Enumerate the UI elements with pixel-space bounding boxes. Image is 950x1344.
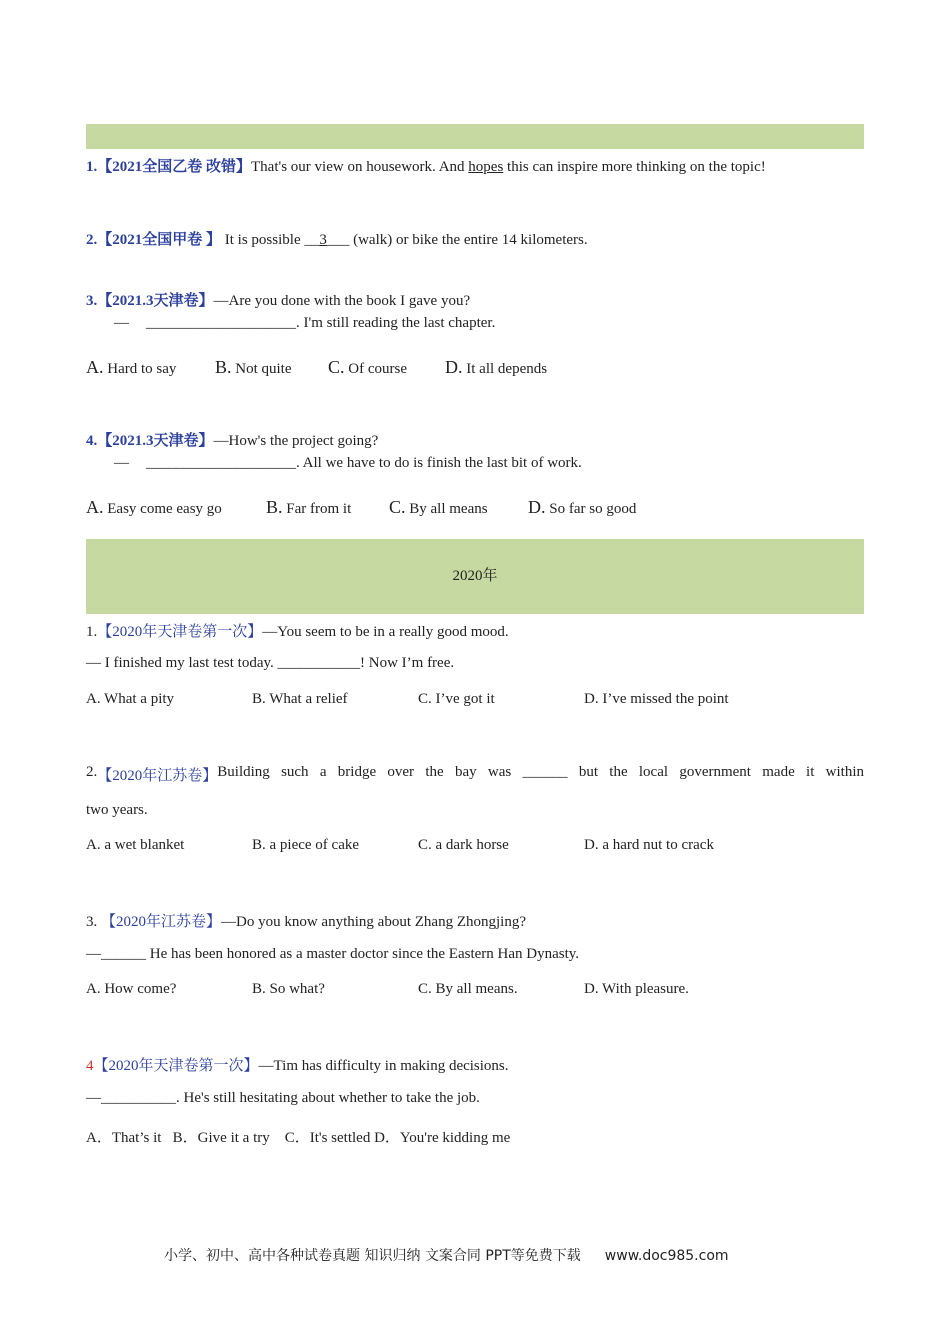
- question-tag: 【2020年天津卷第一次】: [97, 624, 263, 640]
- options-row: [86, 837, 714, 854]
- question-text-line-1: Building such a bridge over the bay was ______ but the local government made it within: [217, 764, 864, 780]
- question-tag: 【2021.3天津卷】: [97, 293, 214, 309]
- answer-number: 3: [319, 232, 327, 248]
- question-text: It is possible: [221, 232, 305, 248]
- options-row: [86, 691, 729, 708]
- option-b: B. Far from it: [266, 497, 352, 517]
- option-d: D. a hard nut to crack: [584, 837, 714, 853]
- options-row: [86, 357, 547, 378]
- question-number: 2.: [86, 232, 98, 248]
- option-c: C. By all means.: [418, 981, 518, 997]
- question-2020-3: [86, 910, 526, 931]
- question-number: 3.: [86, 293, 98, 309]
- question-tag: 【2021全国乙卷 改错】: [97, 159, 252, 175]
- question-tag: 【2020年江苏卷】: [97, 768, 218, 784]
- question-2021-3: [86, 289, 470, 310]
- question-number: 4: [86, 1058, 94, 1074]
- dialogue-line-2: ____________________. All we have to do is finish the last bit of work.: [146, 455, 582, 471]
- question-text: That's our view on housework. And: [251, 159, 469, 175]
- question-text-rest: (walk) or bike the entire 14 kilometers.: [349, 232, 588, 248]
- option-b: B. Not quite: [215, 357, 292, 377]
- dialogue-line-2: ____________________. I'm still reading the last chapter.: [146, 315, 496, 331]
- question-2020-2: [86, 764, 864, 785]
- blank-left: __: [304, 232, 320, 248]
- dialogue-dash: —: [114, 315, 129, 331]
- dialogue-line-1: —Do you know anything about Zhang Zhongjing?: [221, 914, 526, 930]
- dialogue-dash: —: [114, 455, 129, 471]
- question-2021-4: [86, 429, 378, 450]
- option-c: C. a dark horse: [418, 837, 509, 853]
- footer-text: 小学、初中、高中各种试卷真题 知识归纳 文案合同 PPT等免费下载: [164, 1248, 581, 1264]
- option-d: D. It all depends: [445, 357, 548, 377]
- section-heading-band: [86, 539, 864, 614]
- question-text-line-2: two years.: [86, 802, 148, 818]
- question-tag: 【2020年江苏卷】: [101, 914, 222, 930]
- option-a: A. How come?: [86, 981, 177, 997]
- option-a: A. What a pity: [86, 691, 175, 707]
- option-a: A. a wet blanket: [86, 837, 185, 853]
- footer: [164, 1245, 729, 1265]
- option-a: A. Easy come easy go: [86, 497, 222, 517]
- question-number: 1.: [86, 624, 98, 640]
- option-b: B. So what?: [252, 981, 325, 997]
- dialogue-line-2: —__________. He's still hesitating about whether to take the job.: [86, 1090, 480, 1106]
- option-d: D. With pleasure.: [584, 981, 689, 997]
- question-number: 4.: [86, 433, 98, 449]
- question-tag: 【2021全国甲卷 】: [97, 232, 222, 248]
- option-b: B. What a relief: [252, 691, 348, 707]
- question-2021-2: [86, 228, 588, 249]
- dialogue-line-1: —You seem to be in a really good mood.: [262, 624, 509, 640]
- question-tag: 【2021.3天津卷】: [97, 433, 214, 449]
- dialogue-line-2: — I finished my last test today. ___________! Now I’m free.: [86, 655, 455, 671]
- question-tag: 【2020年天津卷第一次】: [93, 1058, 259, 1074]
- question-2021-1: [86, 155, 766, 176]
- dialogue-line-2: —______ He has been honored as a master doctor since the Eastern Han Dynasty.: [86, 946, 580, 962]
- question-text-rest: this can inspire more thinking on the topic!: [503, 159, 766, 175]
- dialogue-line-1: —How's the project going?: [213, 433, 379, 449]
- dialogue-line-1: —Are you done with the book I gave you?: [213, 293, 471, 309]
- question-number: 1.: [86, 159, 98, 175]
- options-row: A．That’s it B．Give it a try C．It's settled D．You're kidding me: [86, 1130, 511, 1146]
- option-c: C. I’ve got it: [418, 691, 495, 707]
- option-a: A. Hard to say: [86, 357, 177, 377]
- option-c: C. By all means: [389, 497, 488, 517]
- options-row: [86, 497, 636, 518]
- question-number: 3.: [86, 914, 98, 930]
- footer-url: www.doc985.com: [604, 1248, 729, 1264]
- option-b: B. a piece of cake: [252, 837, 360, 853]
- dialogue-line-1: —Tim has difficulty in making decisions.: [258, 1058, 509, 1074]
- underlined-word: hopes: [468, 159, 504, 175]
- options-row: [86, 981, 689, 998]
- option-d: D. So far so good: [528, 497, 637, 517]
- blank-right: ___: [326, 232, 350, 248]
- section-heading: 2020年: [452, 568, 498, 584]
- question-2020-4: [86, 1054, 509, 1075]
- option-d: D. I’ve missed the point: [584, 691, 729, 707]
- question-number: 2.: [86, 764, 98, 780]
- option-c: C. Of course: [328, 357, 407, 377]
- question-2020-1: [86, 620, 509, 641]
- top-banner: [86, 124, 864, 149]
